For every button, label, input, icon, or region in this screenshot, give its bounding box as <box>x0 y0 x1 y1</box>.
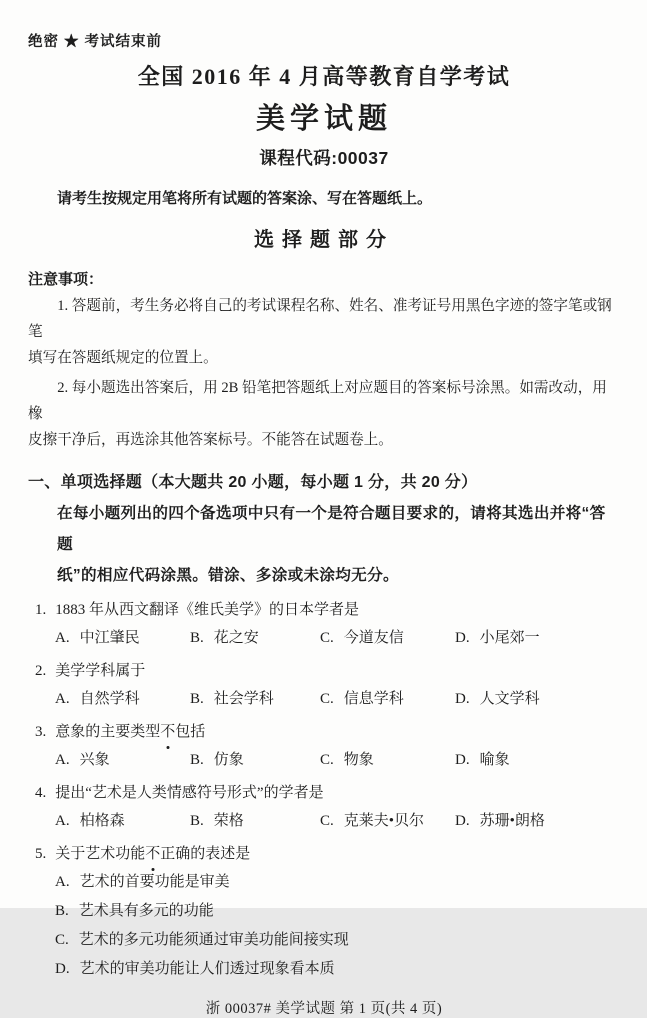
question-stem-text-after: 包括 <box>175 724 206 740</box>
option-a <box>55 624 190 652</box>
option-label: D. <box>455 752 470 768</box>
option-label: D. <box>455 691 470 707</box>
question-number: 1. <box>35 602 47 618</box>
option-text: 今道友信 <box>343 630 404 646</box>
option-label: A. <box>55 874 70 890</box>
option-label: C. <box>320 813 334 829</box>
option-c <box>55 926 620 955</box>
question-3-options <box>55 746 620 774</box>
option-label: C. <box>320 752 334 768</box>
note-1-line-2: 填写在答题纸规定的位置上。 <box>28 350 218 366</box>
option-c <box>320 746 455 774</box>
option-text: 克莱夫•贝尔 <box>343 813 425 829</box>
question-5-stem <box>35 840 620 868</box>
option-text: 仿象 <box>213 752 244 768</box>
option-c <box>320 807 455 835</box>
secrecy-notice: 绝密 ★ 考试结束前 <box>28 34 163 50</box>
option-d <box>455 685 540 713</box>
option-label: A. <box>55 752 70 768</box>
option-text: 艺术的审美功能让人们透过现象看本质 <box>79 961 335 977</box>
option-d <box>455 624 540 652</box>
question-number: 4. <box>35 785 47 801</box>
option-text: 苏珊•朗格 <box>479 813 545 829</box>
option-label: B. <box>190 813 204 829</box>
option-label: C. <box>55 932 69 948</box>
exam-session-title: 全国 2016 年 4 月高等教育自学考试 <box>137 64 511 89</box>
answer-sheet-instruction: 请考生按规定用笔将所有试题的答案涂、写在答题纸上。 <box>57 190 433 207</box>
option-text: 人文学科 <box>479 691 540 707</box>
option-label: C. <box>320 691 334 707</box>
question-stem-text: 关于艺术功能 <box>55 846 146 862</box>
option-label: B. <box>55 903 69 919</box>
option-text: 荣格 <box>213 813 244 829</box>
question-stem-text: 美学学科属于 <box>55 663 146 679</box>
question-3-stem <box>35 718 620 746</box>
option-a <box>55 746 190 774</box>
option-c <box>320 624 455 652</box>
option-label: A. <box>55 691 70 707</box>
question-stem-text: 1883 年从西文翻译《维氏美学》的日本学者是 <box>55 602 360 618</box>
question-1 <box>28 596 620 652</box>
question-4-stem <box>35 779 620 807</box>
part-one-subinstruction <box>57 498 620 591</box>
option-text: 艺术具有多元的功能 <box>78 903 214 919</box>
note-item-1 <box>28 293 620 371</box>
question-stem-text: 提出“艺术是人类情感符号形式”的学者是 <box>55 785 324 801</box>
question-2 <box>28 657 620 713</box>
option-a <box>55 807 190 835</box>
question-number: 2. <box>35 663 47 679</box>
question-1-stem <box>35 596 620 624</box>
option-text: 兴象 <box>79 752 110 768</box>
question-stem-emphasis: 不 <box>160 718 175 746</box>
option-label: B. <box>190 630 204 646</box>
part-one-subinstruction-line-1: 在每小题列出的四个备选项中只有一个是符合题目要求的，请将其选出并将“答题 <box>57 505 606 553</box>
option-a <box>55 868 620 897</box>
option-d <box>455 807 545 835</box>
option-text: 自然学科 <box>79 691 140 707</box>
question-2-options <box>55 685 620 713</box>
note-2-line-1: 2. 每小题选出答案后，用 2B 铅笔把答题纸上对应题目的答案标号涂黑。如需改动，用橡 <box>28 380 607 422</box>
option-text: 花之安 <box>213 630 259 646</box>
option-b <box>190 807 320 835</box>
option-b <box>55 897 620 926</box>
exam-subject-title: 美学试题 <box>255 103 392 135</box>
question-5 <box>28 840 620 984</box>
page-footer: 浙 00037# 美学试题 第 1 页(共 4 页) <box>205 1001 443 1017</box>
option-label: D. <box>455 813 470 829</box>
question-3 <box>28 718 620 774</box>
option-label: A. <box>55 630 70 646</box>
note-item-2 <box>28 375 620 453</box>
option-text: 喻象 <box>479 752 510 768</box>
option-text: 小尾郊一 <box>479 630 540 646</box>
option-label: D. <box>55 961 70 977</box>
question-number: 5. <box>35 846 47 862</box>
section-title-choice-part: 选择题部分 <box>254 229 394 251</box>
question-number: 3. <box>35 724 47 740</box>
question-5-options <box>55 868 620 984</box>
option-text: 柏格森 <box>79 813 125 829</box>
option-label: A. <box>55 813 70 829</box>
question-stem-text-after: 正确的表述是 <box>160 846 251 862</box>
option-d <box>55 955 620 984</box>
option-label: B. <box>190 752 204 768</box>
question-stem-emphasis: 不 <box>145 840 160 868</box>
question-4 <box>28 779 620 835</box>
option-b <box>190 624 320 652</box>
option-text: 艺术的多元功能须通过审美功能间接实现 <box>78 932 349 948</box>
question-1-options <box>55 624 620 652</box>
part-one-heading: 一、单项选择题（本大题共 20 小题，每小题 1 分，共 20 分） <box>28 474 478 491</box>
option-text: 社会学科 <box>213 691 274 707</box>
option-label: D. <box>455 630 470 646</box>
question-stem-text: 意象的主要类型 <box>55 724 161 740</box>
note-2-line-2: 皮擦干净后，再选涂其他答案标号。不能答在试题卷上。 <box>28 432 393 448</box>
option-a <box>55 685 190 713</box>
option-b <box>190 685 320 713</box>
course-code: 课程代码:00037 <box>259 148 389 168</box>
option-text: 艺术的首要功能是审美 <box>79 874 230 890</box>
question-4-options <box>55 807 620 835</box>
notes-label: 注意事项： <box>28 271 104 288</box>
option-d <box>455 746 510 774</box>
option-c <box>320 685 455 713</box>
option-text: 物象 <box>343 752 374 768</box>
option-text: 信息学科 <box>343 691 404 707</box>
option-b <box>190 746 320 774</box>
part-one-subinstruction-line-2: 纸”的相应代码涂黑。错涂、多涂或未涂均无分。 <box>57 567 399 584</box>
question-2-stem <box>35 657 620 685</box>
option-label: B. <box>190 691 204 707</box>
option-text: 中江肇民 <box>79 630 140 646</box>
option-label: C. <box>320 630 334 646</box>
note-1-line-1: 1. 答题前，考生务必将自己的考试课程名称、姓名、准考证号用黑色字迹的签字笔或钢笔 <box>28 298 612 340</box>
